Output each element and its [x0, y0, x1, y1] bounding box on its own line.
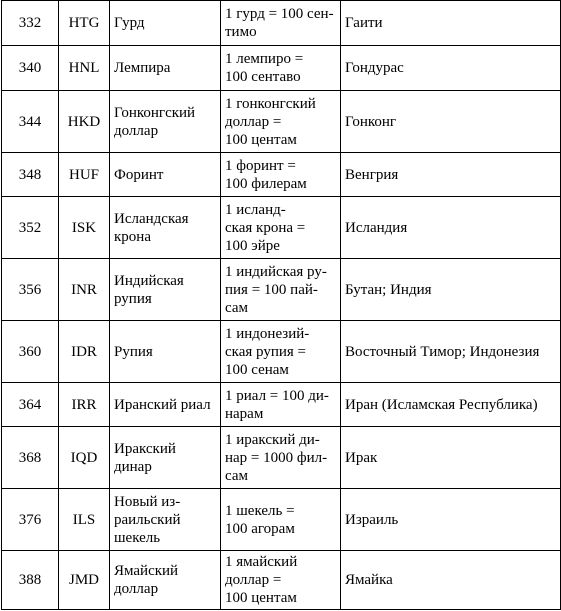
numeric-code: 368: [2, 427, 59, 489]
countries: Иран (Исламская Республика): [341, 383, 561, 427]
currency-name: Гонконгский доллар: [110, 91, 221, 153]
subunit-ratio: 1 исланд- ская крона = 100 эйре: [221, 197, 341, 259]
subunit-ratio: 1 форинт = 100 филерам: [221, 153, 341, 197]
numeric-code: 356: [2, 259, 59, 321]
numeric-code: 348: [2, 153, 59, 197]
numeric-code: 332: [2, 1, 59, 46]
currency-table: [1, 0, 561, 610]
currency-name: Ямайский доллар: [110, 551, 221, 610]
alpha-code: HTG: [59, 1, 110, 46]
alpha-code: IDR: [59, 321, 110, 383]
subunit-ratio: 1 риал = 100 ди- нарам: [221, 383, 341, 427]
countries: Гондурас: [341, 46, 561, 91]
subunit-ratio: 1 ямайский доллар = 100 центам: [221, 551, 341, 610]
subunit-ratio: 1 шекель = 100 агорам: [221, 489, 341, 551]
countries: Венгрия: [341, 153, 561, 197]
numeric-code: 360: [2, 321, 59, 383]
currency-name: Лемпира: [110, 46, 221, 91]
alpha-code: IQD: [59, 427, 110, 489]
table-row: [2, 46, 561, 91]
currency-name: Индийская рупия: [110, 259, 221, 321]
subunit-ratio: 1 индийская ру- пия = 100 пай- сам: [221, 259, 341, 321]
table-row: [2, 427, 561, 489]
countries: Гонконг: [341, 91, 561, 153]
numeric-code: 344: [2, 91, 59, 153]
subunit-ratio: 1 лемпиро = 100 сентаво: [221, 46, 341, 91]
currency-name: Новый из- раильский шекель: [110, 489, 221, 551]
subunit-ratio: 1 иракский ди- нар = 1000 фил- сам: [221, 427, 341, 489]
numeric-code: 364: [2, 383, 59, 427]
alpha-code: JMD: [59, 551, 110, 610]
alpha-code: HNL: [59, 46, 110, 91]
currency-name: Иранский риал: [110, 383, 221, 427]
alpha-code: HKD: [59, 91, 110, 153]
countries: Израиль: [341, 489, 561, 551]
countries: Бутан; Индия: [341, 259, 561, 321]
subunit-ratio: 1 гурд = 100 сен- тимо: [221, 1, 341, 46]
numeric-code: 388: [2, 551, 59, 610]
currency-name: Форинт: [110, 153, 221, 197]
countries: Гаити: [341, 1, 561, 46]
currency-name: Исландская крона: [110, 197, 221, 259]
alpha-code: ILS: [59, 489, 110, 551]
countries: Ирак: [341, 427, 561, 489]
alpha-code: ISK: [59, 197, 110, 259]
alpha-code: IRR: [59, 383, 110, 427]
countries: Исландия: [341, 197, 561, 259]
table-row: [2, 91, 561, 153]
table-row: [2, 321, 561, 383]
table-row: [2, 259, 561, 321]
table-row: [2, 551, 561, 610]
currency-name: Гурд: [110, 1, 221, 46]
table-row: [2, 153, 561, 197]
table-row: [2, 489, 561, 551]
countries: Ямайка: [341, 551, 561, 610]
currency-name: Иракский динар: [110, 427, 221, 489]
numeric-code: 376: [2, 489, 59, 551]
table-row: [2, 197, 561, 259]
numeric-code: 352: [2, 197, 59, 259]
table-row: [2, 383, 561, 427]
alpha-code: INR: [59, 259, 110, 321]
table-row: [2, 1, 561, 46]
countries: Восточный Тимор; Индонезия: [341, 321, 561, 383]
subunit-ratio: 1 гонконгский доллар = 100 центам: [221, 91, 341, 153]
currency-name: Рупия: [110, 321, 221, 383]
numeric-code: 340: [2, 46, 59, 91]
subunit-ratio: 1 индонезий- ская рупия = 100 сенам: [221, 321, 341, 383]
alpha-code: HUF: [59, 153, 110, 197]
